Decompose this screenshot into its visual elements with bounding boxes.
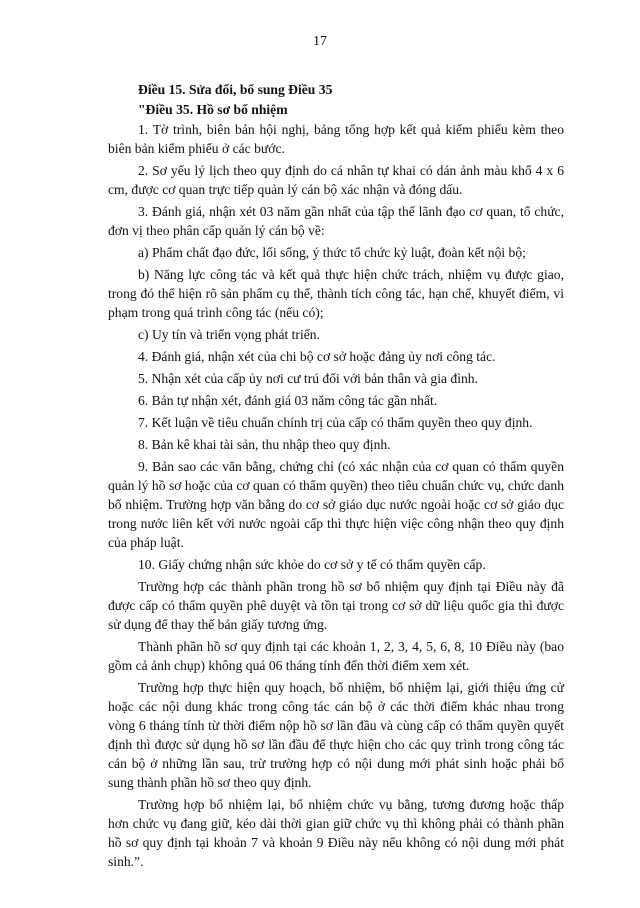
paragraph-7: 7. Kết luận về tiêu chuẩn chính trị của cấp có thẩm quyền theo quy định. [138, 415, 533, 430]
paragraph-9: 9. Bản sao các văn bằng, chứng chỉ (có xác nhận của cơ quan có thẩm quyền quản lý hồ sơ hoặc của cơ quan có thẩm quyền) theo tiêu chuẩn chức vụ, chức danh bổ nhiệm. Trường hợp văn bằng do cơ sở giáo dục nước ngoài hoặc cơ sở giáo dục trong nước liên kết với nước ngoài cấp thì thực hiện việc công nhận theo quy định của pháp luật. [108, 459, 564, 550]
paragraph-2: 2. Sơ yếu lý lịch theo quy định do cá nhân tự khai có dán ảnh màu khổ 4 x 6 cm, được cơ quan trực tiếp quản lý cán bộ xác nhận và đóng dấu. [108, 163, 564, 197]
paragraph-database-note: Trường hợp các thành phần trong hồ sơ bổ nhiệm quy định tại Điều này đã được cấp có thẩm quyền phê duyệt và tồn tại trong cơ sở dữ liệu quốc gia thì được sử dụng để thay thế bản giấy tương ứng. [108, 579, 564, 632]
article-subheading: "Điều 35. Hồ sơ bổ nhiệm [138, 102, 288, 117]
page-number: 17 [313, 34, 327, 49]
paragraph-3c: c) Uy tín và triển vọng phát triển. [138, 327, 320, 342]
paragraph-3b: b) Năng lực công tác và kết quả thực hiện chức trách, nhiệm vụ được giao, trong đó thể hiện rõ sản phẩm cụ thể, thành tích công tác, hạn chế, khuyết điểm, vi phạm trong quá trình công tác (nếu có); [108, 267, 564, 320]
paragraph-5: 5. Nhận xét của cấp ủy nơi cư trú đối với bản thân và gia đình. [138, 371, 478, 386]
paragraph-validity-note: Thành phần hồ sơ quy định tại các khoản 1, 2, 3, 4, 5, 6, 8, 10 Điều này (bao gồm cả ảnh chụp) không quá 06 tháng tính đến thời điểm xem xét. [108, 639, 564, 673]
paragraph-8: 8. Bản kê khai tài sản, thu nhập theo quy định. [138, 437, 391, 452]
paragraph-3: 3. Đánh giá, nhận xét 03 năm gần nhất của tập thể lãnh đạo cơ quan, tổ chức, đơn vị theo phân cấp quản lý cán bộ về: [108, 204, 564, 238]
paragraph-6: 6. Bản tự nhận xét, đánh giá 03 năm công tác gần nhất. [138, 393, 438, 408]
paragraph-reuse-note: Trường hợp thực hiện quy hoạch, bổ nhiệm, bổ nhiệm lại, giới thiệu ứng cử hoặc các nội dung khác trong công tác cán bộ ở các thời điểm khác nhau trong vòng 6 tháng tính từ thời điểm nộp hồ sơ lần đầu và cùng cấp có thẩm quyền quyết định thì được sử dụng hồ sơ lần đầu để thực hiện cho các quy trình trong công tác cán bộ ở những lần sau, trừ trường hợp có nội dung mới phát sinh hoặc phải bổ sung thành phần hồ sơ theo quy định. [108, 680, 564, 790]
paragraph-10: 10. Giấy chứng nhận sức khỏe do cơ sở y tế có thẩm quyền cấp. [138, 557, 486, 572]
article-heading: Điều 15. Sửa đổi, bổ sung Điều 35 [138, 82, 333, 97]
paragraph-reappointment-note: Trường hợp bổ nhiệm lại, bổ nhiệm chức vụ bằng, tương đương hoặc thấp hơn chức vụ đang giữ, kéo dài thời gian giữ chức vụ thì không phải có thành phần hồ sơ quy định tại khoản 7 và khoản 9 Điều này nếu không có nội dung mới phát sinh.”. [108, 797, 564, 869]
paragraph-1: 1. Tờ trình, biên bản hội nghị, bảng tổng hợp kết quả kiểm phiếu kèm theo biên bản kiểm phiếu ở các bước. [108, 122, 564, 156]
document-body [108, 80, 564, 873]
paragraph-3a: a) Phẩm chất đạo đức, lối sống, ý thức tổ chức kỷ luật, đoàn kết nội bộ; [138, 245, 526, 260]
paragraph-4: 4. Đánh giá, nhận xét của chi bộ cơ sở hoặc đảng ủy nơi công tác. [138, 349, 496, 364]
